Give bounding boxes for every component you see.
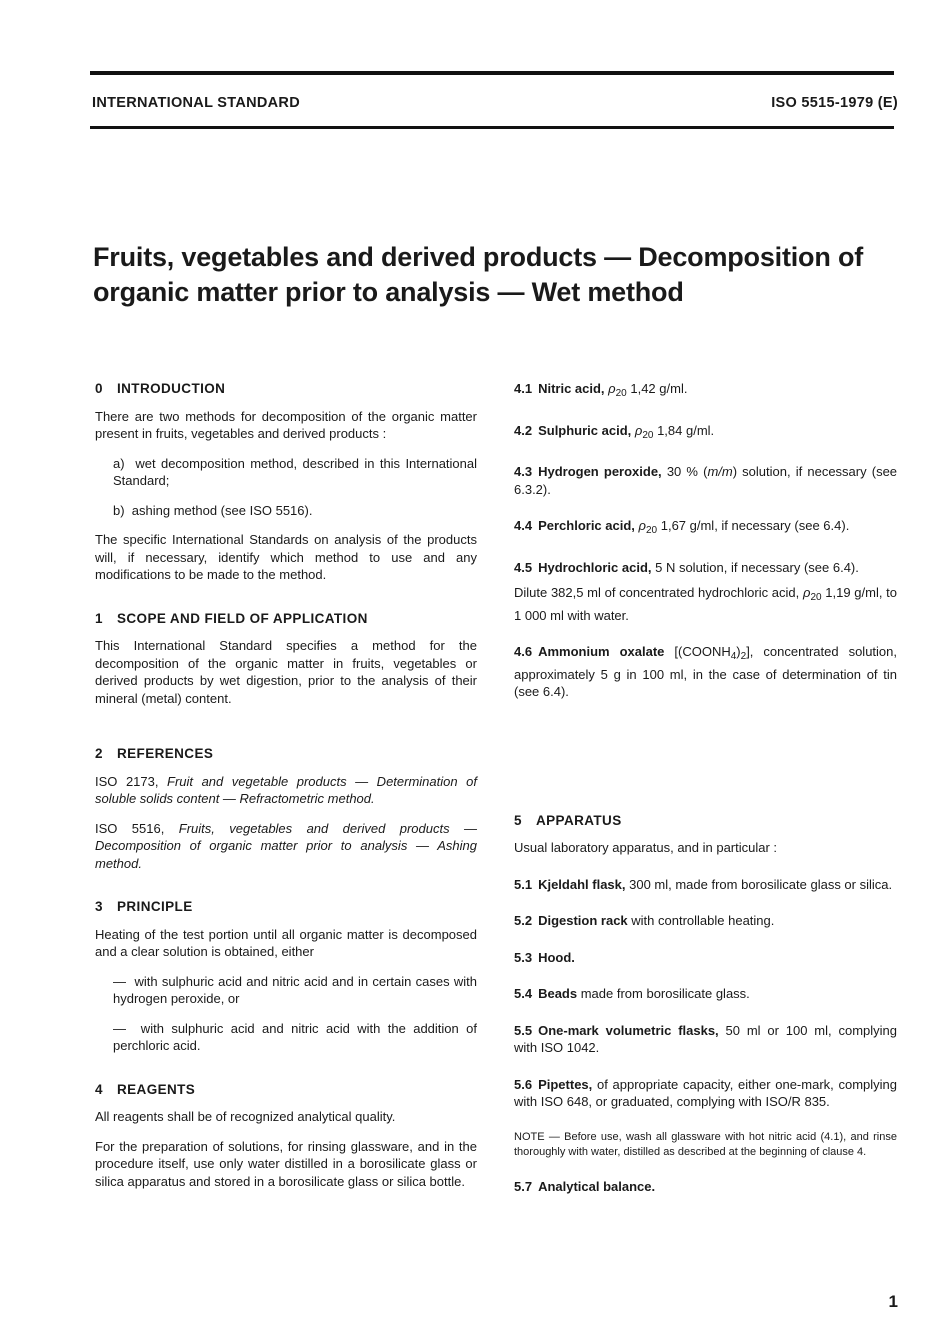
- apparatus-item: 5.4 Beads made from borosilicate glass.: [514, 986, 750, 1001]
- section-heading: 4 REAGENTS: [95, 1081, 196, 1097]
- paragraph: There are two methods for decomposition of the organic matter present in fruits, vegetables and derived products :: [95, 408, 477, 441]
- reagent-item: 4.2 Sulphuric acid, $\rho_{20}$ 1,84 g/ml.: [514, 422, 715, 441]
- paragraph: The specific International Standards on analysis of the products will, if necessary, identify which method to use and any modifications to be made to the method.: [95, 532, 477, 582]
- list-item: a) wet decomposition method, described in this International Standard;: [113, 455, 477, 488]
- reagent-note: Dilute 382,5 ml of concentrated hydrochloric acid, $\rho_{20}$ 1,19 g/ml, to 1 000 ml with water.: [514, 585, 897, 623]
- section-heading: 1 SCOPE AND FIELD OF APPLICATION: [95, 610, 368, 626]
- list-item: — with sulphuric acid and nitric acid and in certain cases with hydrogen peroxide, or: [113, 973, 477, 1006]
- glassware-note: NOTE — Before use, wash all glassware with hot nitric acid (4.1), and rinse thoroughly with water, distilled as described at the beginning of clause 4.: [514, 1130, 897, 1158]
- reagent-item: 4.3 Hydrogen peroxide, 30 % (m/m) solution, if necessary (see 6.3.2).: [514, 464, 898, 497]
- right-column: [514, 380, 897, 1214]
- reagent-item: 4.5 Hydrochloric acid, 5 N solution, if necessary (see 6.4).: [514, 559, 859, 575]
- apparatus-item: 5.1 Kjeldahl flask, 300 ml, made from borosilicate glass or silica.: [514, 876, 893, 892]
- section-heading: 2 REFERENCES: [95, 746, 214, 761]
- title-line-2: organic matter prior to analysis — Wet method: [93, 277, 684, 307]
- paragraph: For the preparation of solutions, for rinsing glassware, and in the procedure itself, use only water distilled in a borosilicate glass or silica apparatus and stored in a borosilicate glass or silica bottle.: [95, 1138, 477, 1189]
- paragraph: All reagents shall be of recognized analytical quality.: [95, 1109, 396, 1124]
- apparatus-item: 5.2 Digestion rack with controllable heating.: [514, 913, 775, 928]
- left-column: [95, 380, 477, 1202]
- apparatus-item: 5.3 Hood.: [514, 949, 575, 965]
- document-title: [93, 240, 893, 310]
- page-number: 1: [888, 1292, 898, 1311]
- reference: ISO 5516, Fruits, vegetables and derived products — Decomposition of organic matter prior to analysis — Ashing method.: [95, 820, 477, 871]
- standard-label: INTERNATIONAL STANDARD: [92, 95, 300, 111]
- section-heading: 5 APPARATUS: [514, 812, 622, 828]
- paragraph: Usual laboratory apparatus, and in particular :: [514, 840, 778, 855]
- section-heading: 3 PRINCIPLE: [95, 899, 193, 914]
- list-item: b) ashing method (see ISO 5516).: [113, 502, 313, 518]
- apparatus-item: 5.5 One-mark volumetric flasks, 50 ml or 100 ml, complying with ISO 1042.: [514, 1022, 897, 1055]
- reagent-item: 4.6 Ammonium oxalate $[(COONH_4)_2]$, concentrated solution, approximately 5 g in 100 ml, in the case of determination of tin (see 6.4).: [514, 644, 897, 699]
- reagent-item: 4.4 Perchloric acid, $\rho_{20}$ 1,67 g/ml, if necessary (see 6.4).: [514, 518, 850, 536]
- apparatus-item: 5.6 Pipettes, of appropriate capacity, either one-mark, complying with ISO 648, or graduated, complying with ISO/R 835.: [514, 1076, 897, 1109]
- standard-number: ISO 5515-1979 (E): [771, 95, 898, 111]
- header-rule: [90, 126, 894, 129]
- section-heading: 0 INTRODUCTION: [95, 381, 226, 396]
- paragraph: Heating of the test portion until all organic matter is decomposed and a clear solution is obtained, either: [95, 926, 477, 959]
- title-line-1: Fruits, vegetables and derived products — Decomposition of: [93, 242, 864, 272]
- apparatus-item: 5.7 Analytical balance.: [514, 1178, 656, 1194]
- list-item: — with sulphuric acid and nitric acid with the addition of perchloric acid.: [113, 1020, 477, 1053]
- reagent-item: 4.1 Nitric acid, $\rho_{20}$ 1,42 g/ml.: [514, 381, 688, 399]
- top-rule: [90, 71, 894, 75]
- paragraph: This International Standard specifies a method for the decomposition of the organic matter in fruits, vegetables or derived products by wet digestion, prior to the analysis of their mineral (metal) content.: [95, 638, 477, 706]
- reference: ISO 2173, Fruit and vegetable products — Determination of soluble solids content — Refractometric method.: [95, 773, 477, 806]
